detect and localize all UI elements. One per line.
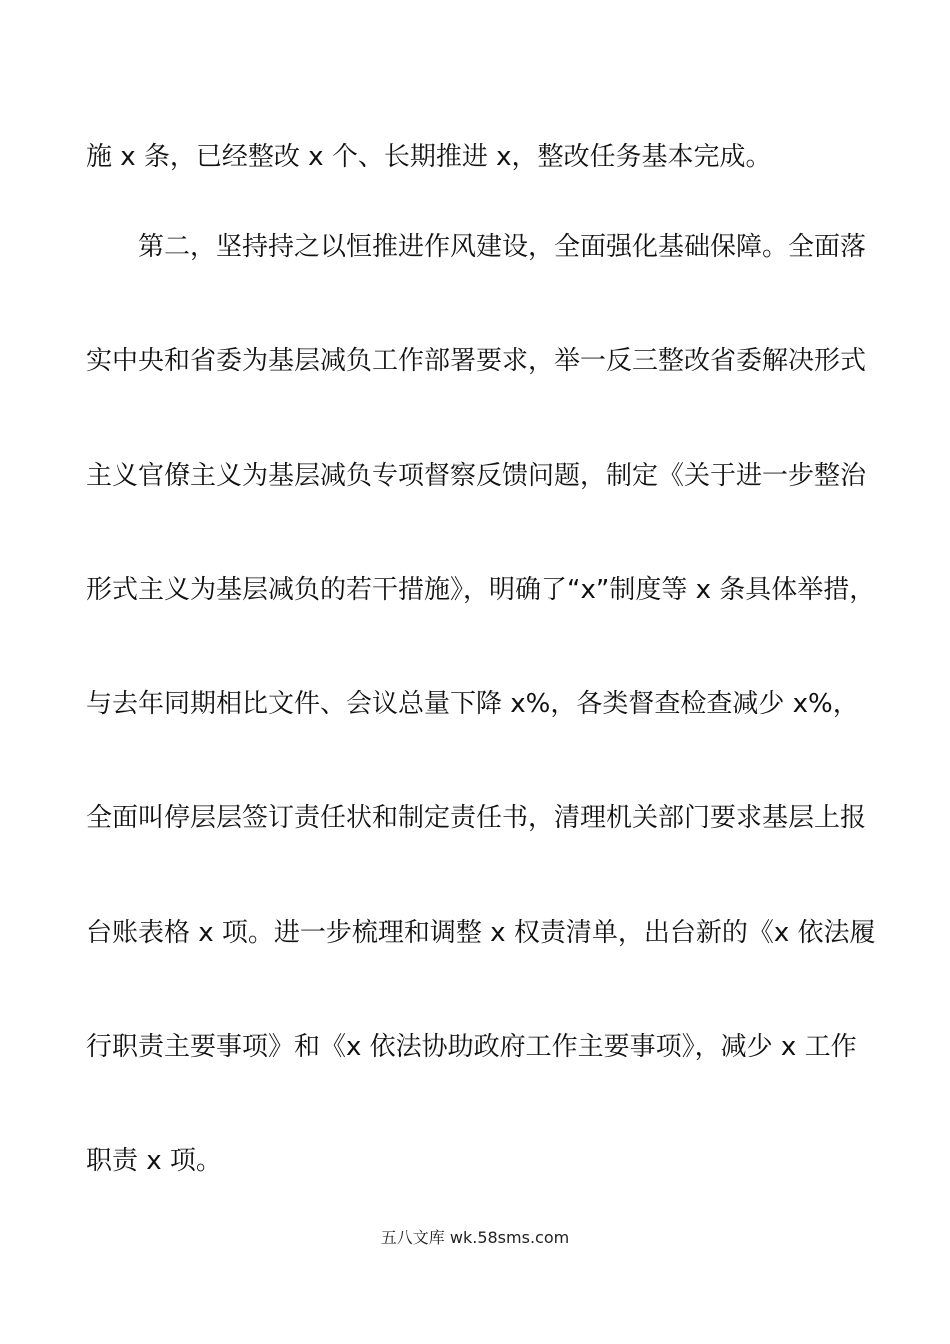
- body-text-line: 实中央和省委为基层减负工作部署要求，举一反三整改省委解决形式: [86, 346, 867, 376]
- body-text-line: 主义官僚主义为基层减负专项督察反馈问题，制定《关于进一步整治: [86, 461, 867, 491]
- footer-watermark: 五八文库 wk.58sms.com: [380, 1228, 570, 1247]
- body-text-line: 台账表格 x 项。进一步梳理和调整 x 权责清单，出台新的《x 依法履: [86, 918, 876, 948]
- body-text-line: 与去年同期相比文件、会议总量下降 x%，各类督查检查减少 x%，: [86, 689, 859, 719]
- body-text-line: 职责 x 项。: [86, 1146, 222, 1176]
- body-text-line: 全面叫停层层签订责任状和制定责任书，清理机关部门要求基层上报: [86, 803, 867, 833]
- paragraph-first-line: 第二，坚持持之以恒推进作风建设，全面强化基础保障。全面落: [138, 232, 867, 262]
- body-text-line: 施 x 条，已经整改 x 个、长期推进 x，整改任务基本完成。: [86, 142, 772, 172]
- body-text-line: 行职责主要事项》和《x 依法协助政府工作主要事项》，减少 x 工作: [86, 1032, 857, 1062]
- body-text-line: 形式主义为基层减负的若干措施》，明确了“x”制度等 x 条具体举措，: [86, 575, 876, 605]
